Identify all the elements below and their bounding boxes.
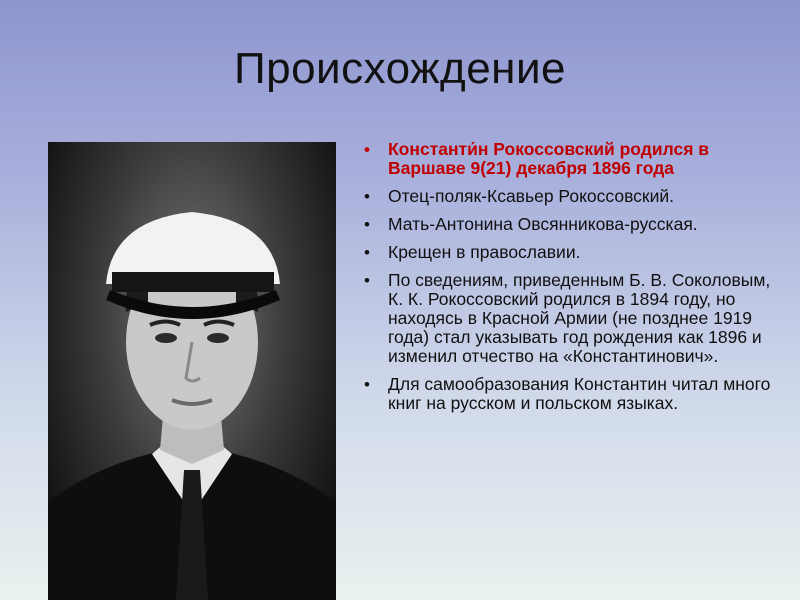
bullet-item-father bbox=[362, 187, 772, 206]
portrait-photo bbox=[48, 142, 336, 600]
bullet-dot-icon: • bbox=[364, 187, 370, 206]
bullet-item-birth bbox=[362, 140, 772, 178]
bullet-text: Константи́н Рокоссовский родился в Варшаве 9(21) декабря 1896 года bbox=[388, 139, 710, 178]
bullet-item-birth-year bbox=[362, 271, 772, 366]
bullet-dot-icon: • bbox=[364, 375, 370, 394]
bullet-text: Отец-поляк-Ксавьер Рокоссовский. bbox=[388, 186, 674, 206]
bullet-dot-icon: • bbox=[364, 271, 370, 290]
bullet-text: Мать-Антонина Овсянникова-русская. bbox=[388, 214, 698, 234]
bullet-item-mother bbox=[362, 215, 772, 234]
slide-title: Происхождение bbox=[233, 44, 567, 93]
bullet-list bbox=[362, 140, 772, 422]
bullet-dot-icon: • bbox=[364, 243, 370, 262]
bullet-text: Для самообразования Константин читал много книг на русском и польском языках. bbox=[388, 374, 771, 413]
bullet-dot-icon: • bbox=[364, 215, 370, 234]
portrait-figure-icon bbox=[48, 142, 336, 600]
bullet-text: Крещен в православии. bbox=[388, 242, 581, 262]
bullet-dot-icon: • bbox=[364, 140, 370, 159]
bullet-item-baptism bbox=[362, 243, 772, 262]
bullet-item-education bbox=[362, 375, 772, 413]
bullet-text: По сведениям, приведенным Б. В. Соколовым, К. К. Рокоссовский родился в 1894 году, но находясь в Красной Армии (не позднее 1919 года) стал указывать год рождения как 1896 и изменил отчество на «Константинович». bbox=[388, 270, 771, 366]
